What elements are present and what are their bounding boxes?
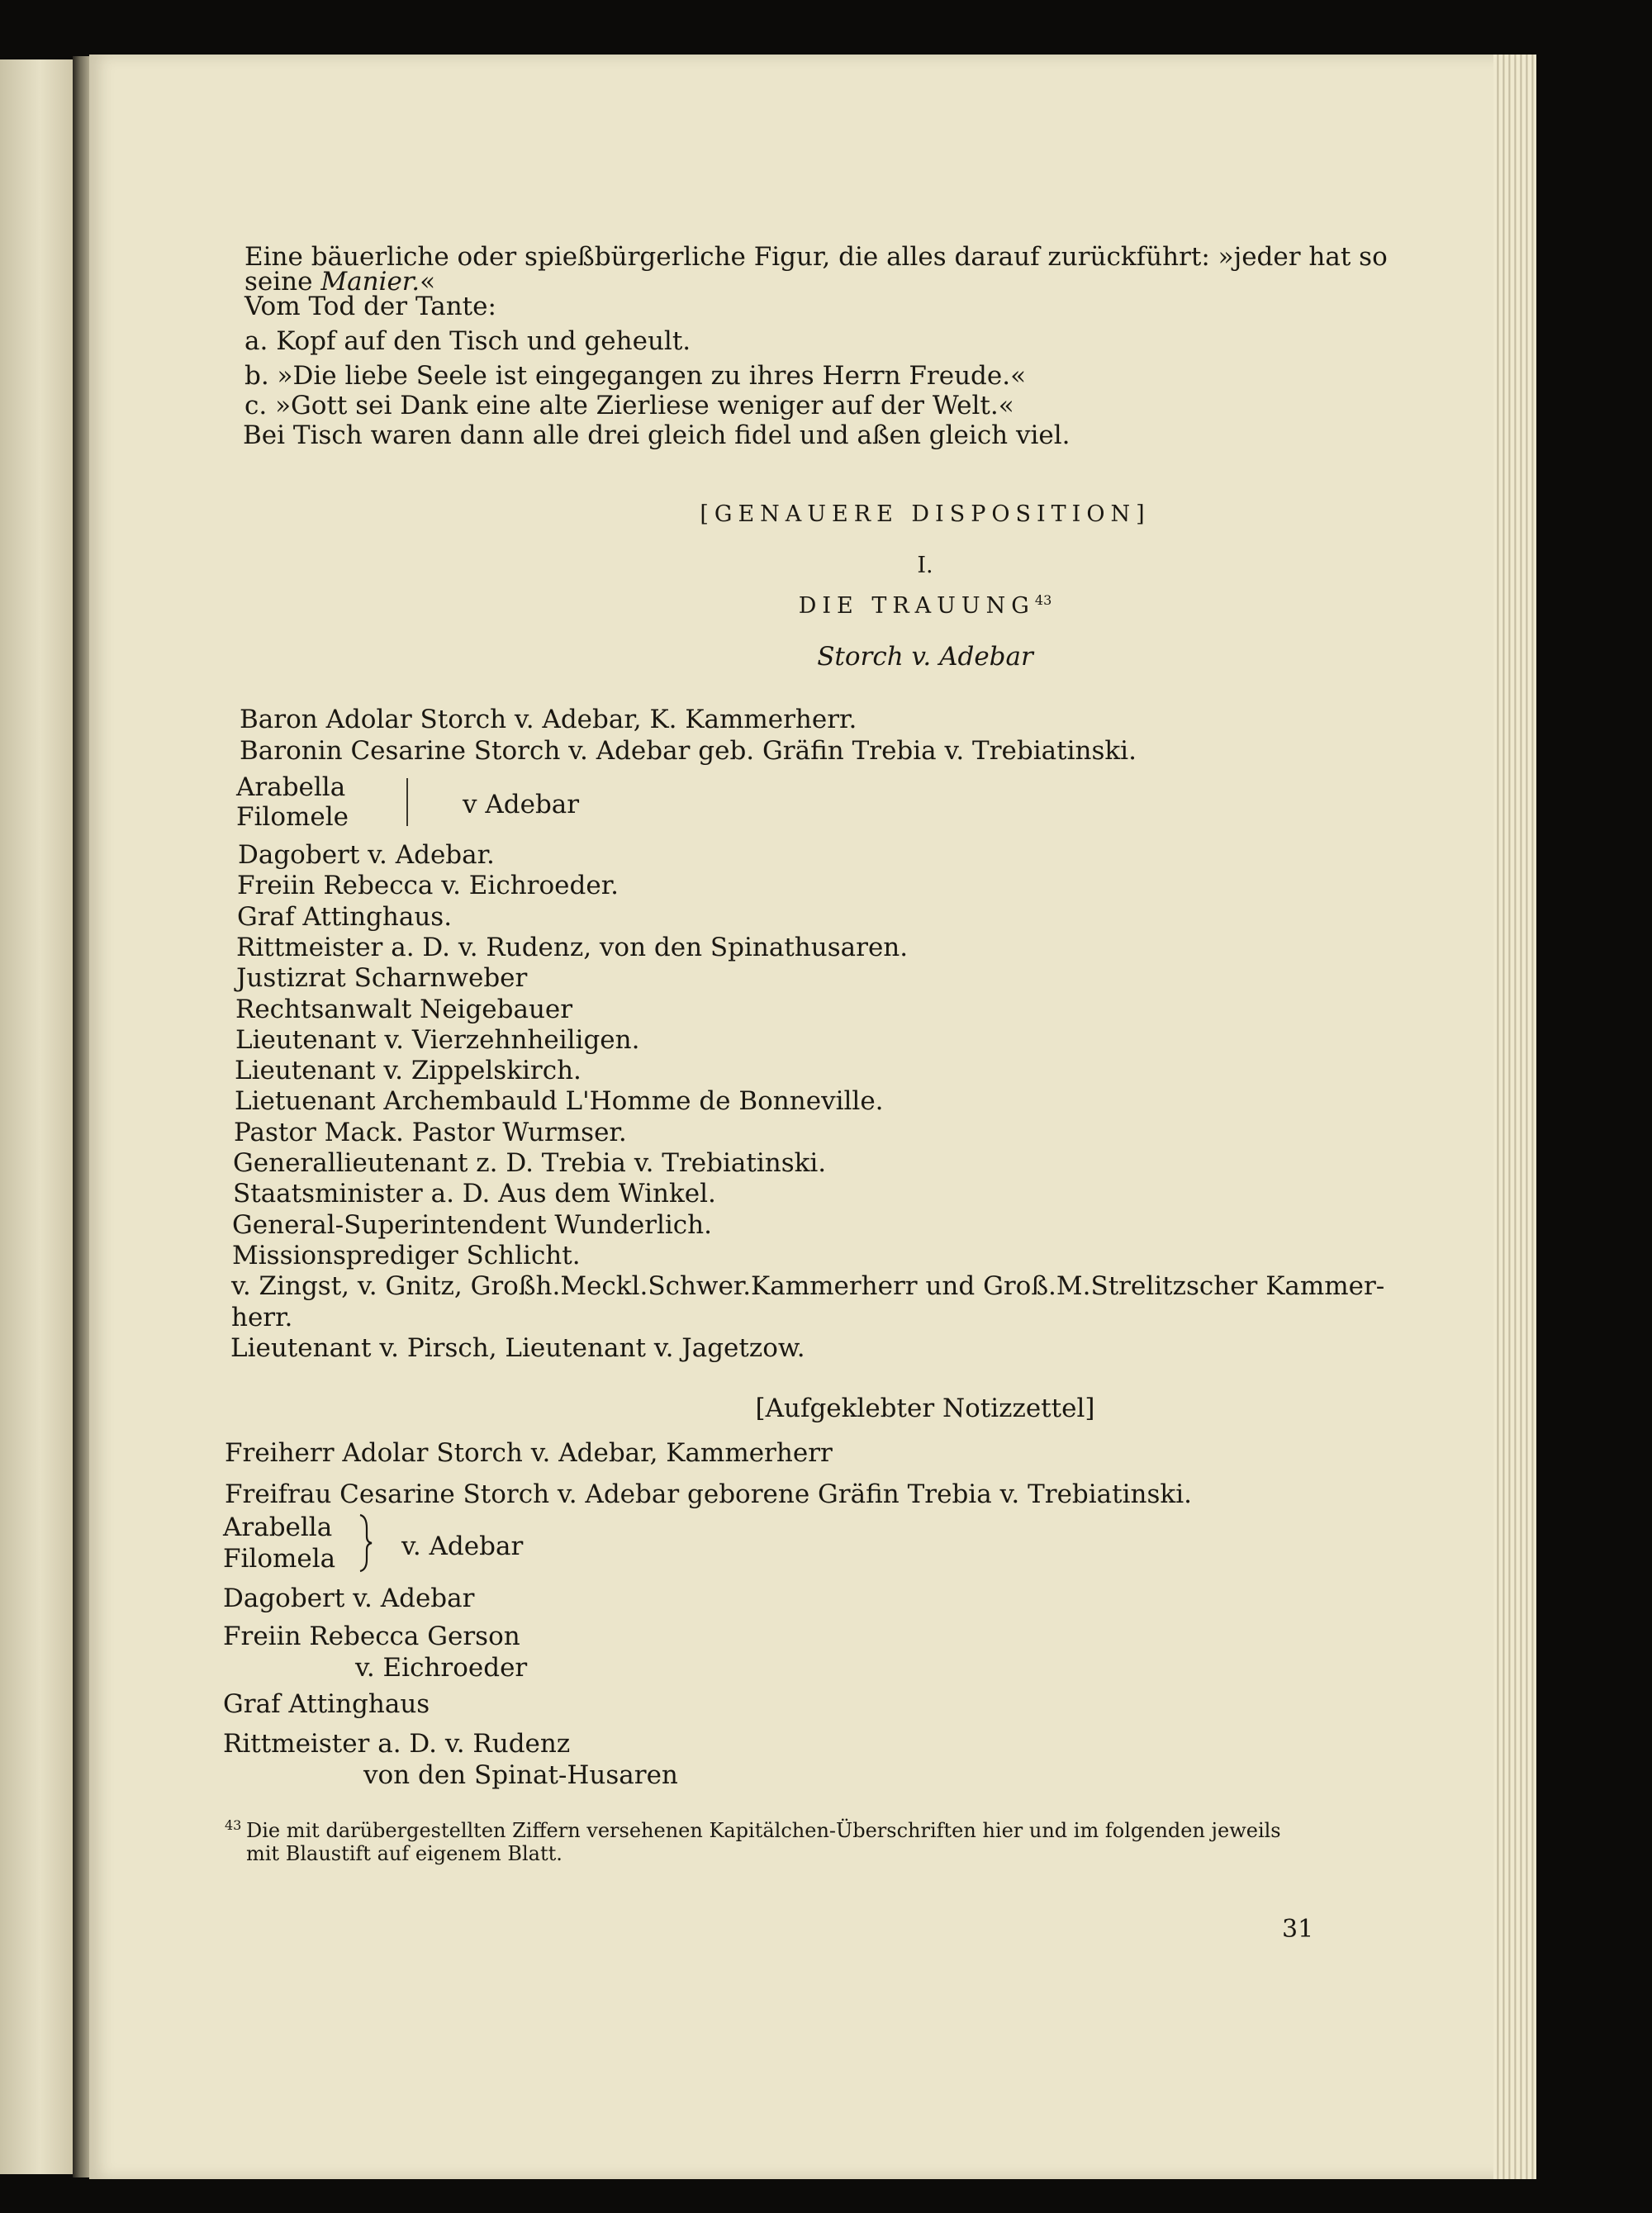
cast-line: Justizrat Scharnweber: [236, 963, 528, 993]
notecard-brace: [357, 1513, 375, 1573]
facing-page-edge: [0, 59, 73, 2174]
intro-line-1: Eine bäuerliche oder spießbürgerliche Figur, die alles darauf zurückführt: »jeder hat so: [244, 242, 1388, 272]
page-number: 31: [1282, 1915, 1314, 1944]
footnote-line-2: mit Blaustift auf eigenem Blatt.: [246, 1842, 563, 1865]
cast-line: Generallieutenant z. D. Trebia v. Trebiatinski.: [233, 1148, 827, 1178]
cast-line: Missionsprediger Schlicht.: [232, 1241, 581, 1270]
cast-line: herr.: [231, 1303, 293, 1332]
notecard-freifrau: Freifrau Cesarine Storch v. Adebar geborene Gräfin Trebia v. Trebiatinski.: [225, 1479, 1192, 1509]
section-number: I.: [917, 553, 933, 578]
section-title-text: DIE TRAUUNG: [798, 593, 1035, 619]
cast-line: Lieutenant v. Vierzehnheiligen.: [235, 1025, 640, 1055]
cast-daughters-family: v Adebar: [463, 790, 580, 819]
notecard-rittmeister-2: von den Spinat-Husaren: [363, 1760, 678, 1790]
intro-line-7: Bei Tisch waren dann alle drei gleich fidel und aßen gleich viel.: [243, 420, 1070, 450]
notecard-daughter-2: Filomela: [223, 1544, 336, 1574]
intro-item-c: c. »Gott sei Dank eine alte Zierliese weniger auf der Welt.«: [244, 391, 1014, 420]
book-gutter: [73, 56, 91, 2177]
cast-line: Dagobert v. Adebar.: [238, 840, 495, 870]
cast-line: Freiin Rebecca v. Eichroeder.: [237, 871, 619, 900]
intro-line-2-italic: Manier.: [320, 267, 420, 297]
notecard-heading: [Aufgeklebter Notizzettel]: [755, 1394, 1095, 1423]
intro-line-2-end: «: [420, 267, 436, 297]
notecard-freiherr: Freiherr Adolar Storch v. Adebar, Kammerherr: [225, 1438, 833, 1468]
cast-line: v. Zingst, v. Gnitz, Großh.Meckl.Schwer.Kammerherr und Groß.M.Strelitzscher Kammer-: [231, 1271, 1385, 1301]
intro-line-3: Vom Tod der Tante:: [244, 292, 496, 321]
intro-item-b: b. »Die liebe Seele ist eingegangen zu ihres Herrn Freude.«: [244, 361, 1027, 391]
cast-line: Rechtsanwalt Neigebauer: [235, 995, 573, 1024]
notecard-daughters-family: v. Adebar: [401, 1532, 524, 1561]
notecard-graf: Graf Attinghaus: [223, 1689, 430, 1719]
cast-brace-marks: [406, 778, 411, 826]
footnote-reference: 43: [1034, 592, 1052, 608]
cast-line: Pastor Mack. Pastor Wurmser.: [234, 1118, 627, 1147]
cast-line: General-Superintendent Wunderlich.: [232, 1210, 712, 1240]
cast-line: Lietuenant Archembauld L'Homme de Bonneville.: [235, 1086, 884, 1116]
section-subtitle: Storch v. Adebar: [817, 642, 1033, 672]
notecard-rebecca-2: v. Eichroeder: [355, 1653, 528, 1683]
cast-baronin: Baronin Cesarine Storch v. Adebar geb. Gräfin Trebia v. Trebiatinski.: [240, 736, 1137, 766]
cast-line: Rittmeister a. D. v. Rudenz, von den Spinathusaren.: [236, 933, 909, 962]
cast-line: Staatsminister a. D. Aus dem Winkel.: [233, 1179, 716, 1209]
cast-daughter-2: Filomele: [236, 802, 349, 832]
cast-line: Lieutenant v. Zippelskirch.: [235, 1056, 582, 1085]
notecard-dagobert: Dagobert v. Adebar: [223, 1584, 475, 1613]
section-title: [496, 585, 1355, 622]
notecard-rittmeister-1: Rittmeister a. D. v. Rudenz: [223, 1729, 571, 1759]
intro-line-2-start: seine: [244, 267, 321, 297]
page-stack-edges: [1493, 55, 1536, 2179]
footnote-number: 43: [225, 1817, 242, 1833]
section-heading: [GENAUERE DISPOSITION]: [700, 501, 1151, 527]
footnote-line-1: Die mit darübergestellten Ziffern versehenen Kapitälchen-Überschriften hier und im folgenden jeweils: [246, 1819, 1281, 1842]
notecard-rebecca-1: Freiin Rebecca Gerson: [223, 1622, 520, 1651]
intro-item-a: a. Kopf auf den Tisch und geheult.: [244, 326, 691, 356]
cast-line: Lieutenant v. Pirsch, Lieutenant v. Jagetzow.: [230, 1333, 805, 1363]
cast-line: Graf Attinghaus.: [237, 902, 453, 932]
cast-daughter-1: Arabella: [236, 772, 346, 802]
notecard-daughter-1: Arabella: [223, 1513, 333, 1542]
cast-baron: Baron Adolar Storch v. Adebar, K. Kammerherr.: [240, 705, 857, 734]
